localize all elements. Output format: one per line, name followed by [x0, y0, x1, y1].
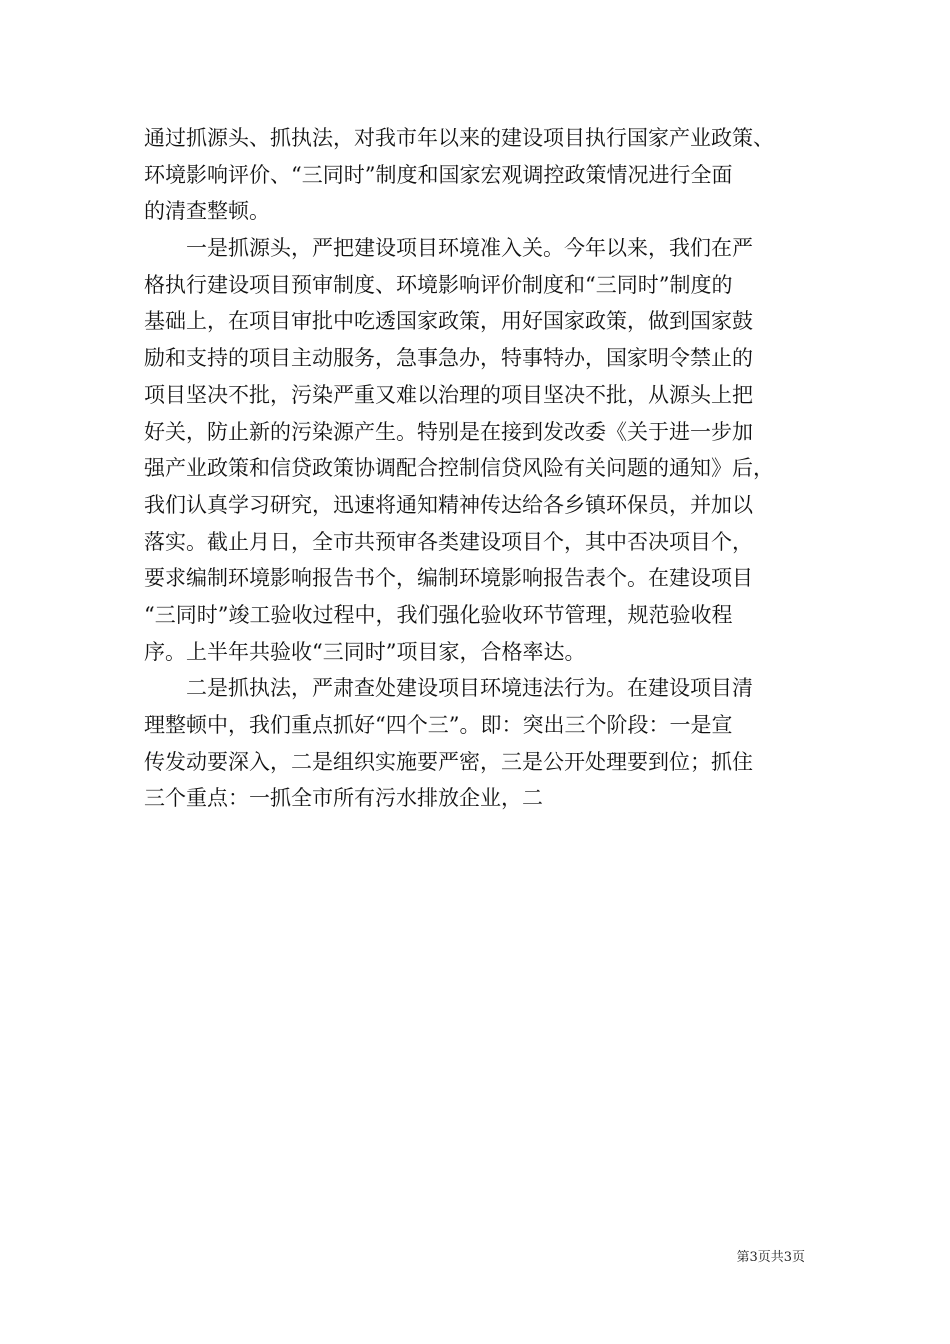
text-line: 落实。截止月日，全市共预审各类建设项目个，其中否决项目个， — [144, 529, 753, 554]
text-line: 序。上半年共验收“三同时”项目家，合格率达。 — [144, 639, 586, 664]
text-line: 格执行建设项目预审制度、环境影响评价制度和“三同时”制度的 — [144, 272, 733, 297]
text-line: 环境影响评价、“三同时”制度和国家宏观调控政策情况进行全面 — [144, 162, 733, 187]
text-line: 通过抓源头、抓执法，对我市年以来的建设项目执行国家产业政策、 — [144, 126, 774, 150]
text-line: 项目坚决不批，污染严重又难以治理的项目坚决不批，从源头上把 — [144, 382, 753, 407]
text-line: 三个重点：一抓全市所有污水排放企业，二 — [144, 786, 543, 811]
text-line: 的清查整顿。 — [144, 199, 270, 224]
page-number-footer: 第3页共3页 — [736, 1250, 805, 1265]
text-line: 要求编制环境影响报告书个，编制环境影响报告表个。在建设项目 — [144, 566, 753, 591]
text-line: “三同时”竣工验收过程中，我们强化验收环节管理，规范验收程 — [144, 602, 733, 627]
text-line: 我们认真学习研究，迅速将通知精神传达给各乡镇环保员，并加以 — [144, 492, 753, 517]
text-line: 励和支持的项目主动服务，急事急办，特事特办，国家明令禁止的 — [144, 346, 753, 371]
text-line: 好关，防止新的污染源产生。特别是在接到发改委《关于进一步加 — [144, 419, 753, 444]
text-line: 理整顿中，我们重点抓好“四个三”。即：突出三个阶段：一是宣 — [144, 713, 733, 737]
text-line: 传发动要深入，二是组织实施要严密，三是公开处理要到位；抓住 — [144, 749, 753, 774]
text-line: 强产业政策和信贷政策协调配合控制信贷风险有关问题的通知》后， — [144, 456, 774, 481]
paragraph-first-line: 一是抓源头，严把建设项目环境准入关。今年以来，我们在严 — [186, 236, 753, 261]
text-line: 基础上，在项目审批中吃透国家政策，用好国家政策，做到国家鼓 — [144, 309, 753, 334]
document-body — [144, 120, 806, 817]
paragraph-first-line: 二是抓执法，严肃查处建设项目环境违法行为。在建设项目清 — [186, 676, 753, 701]
